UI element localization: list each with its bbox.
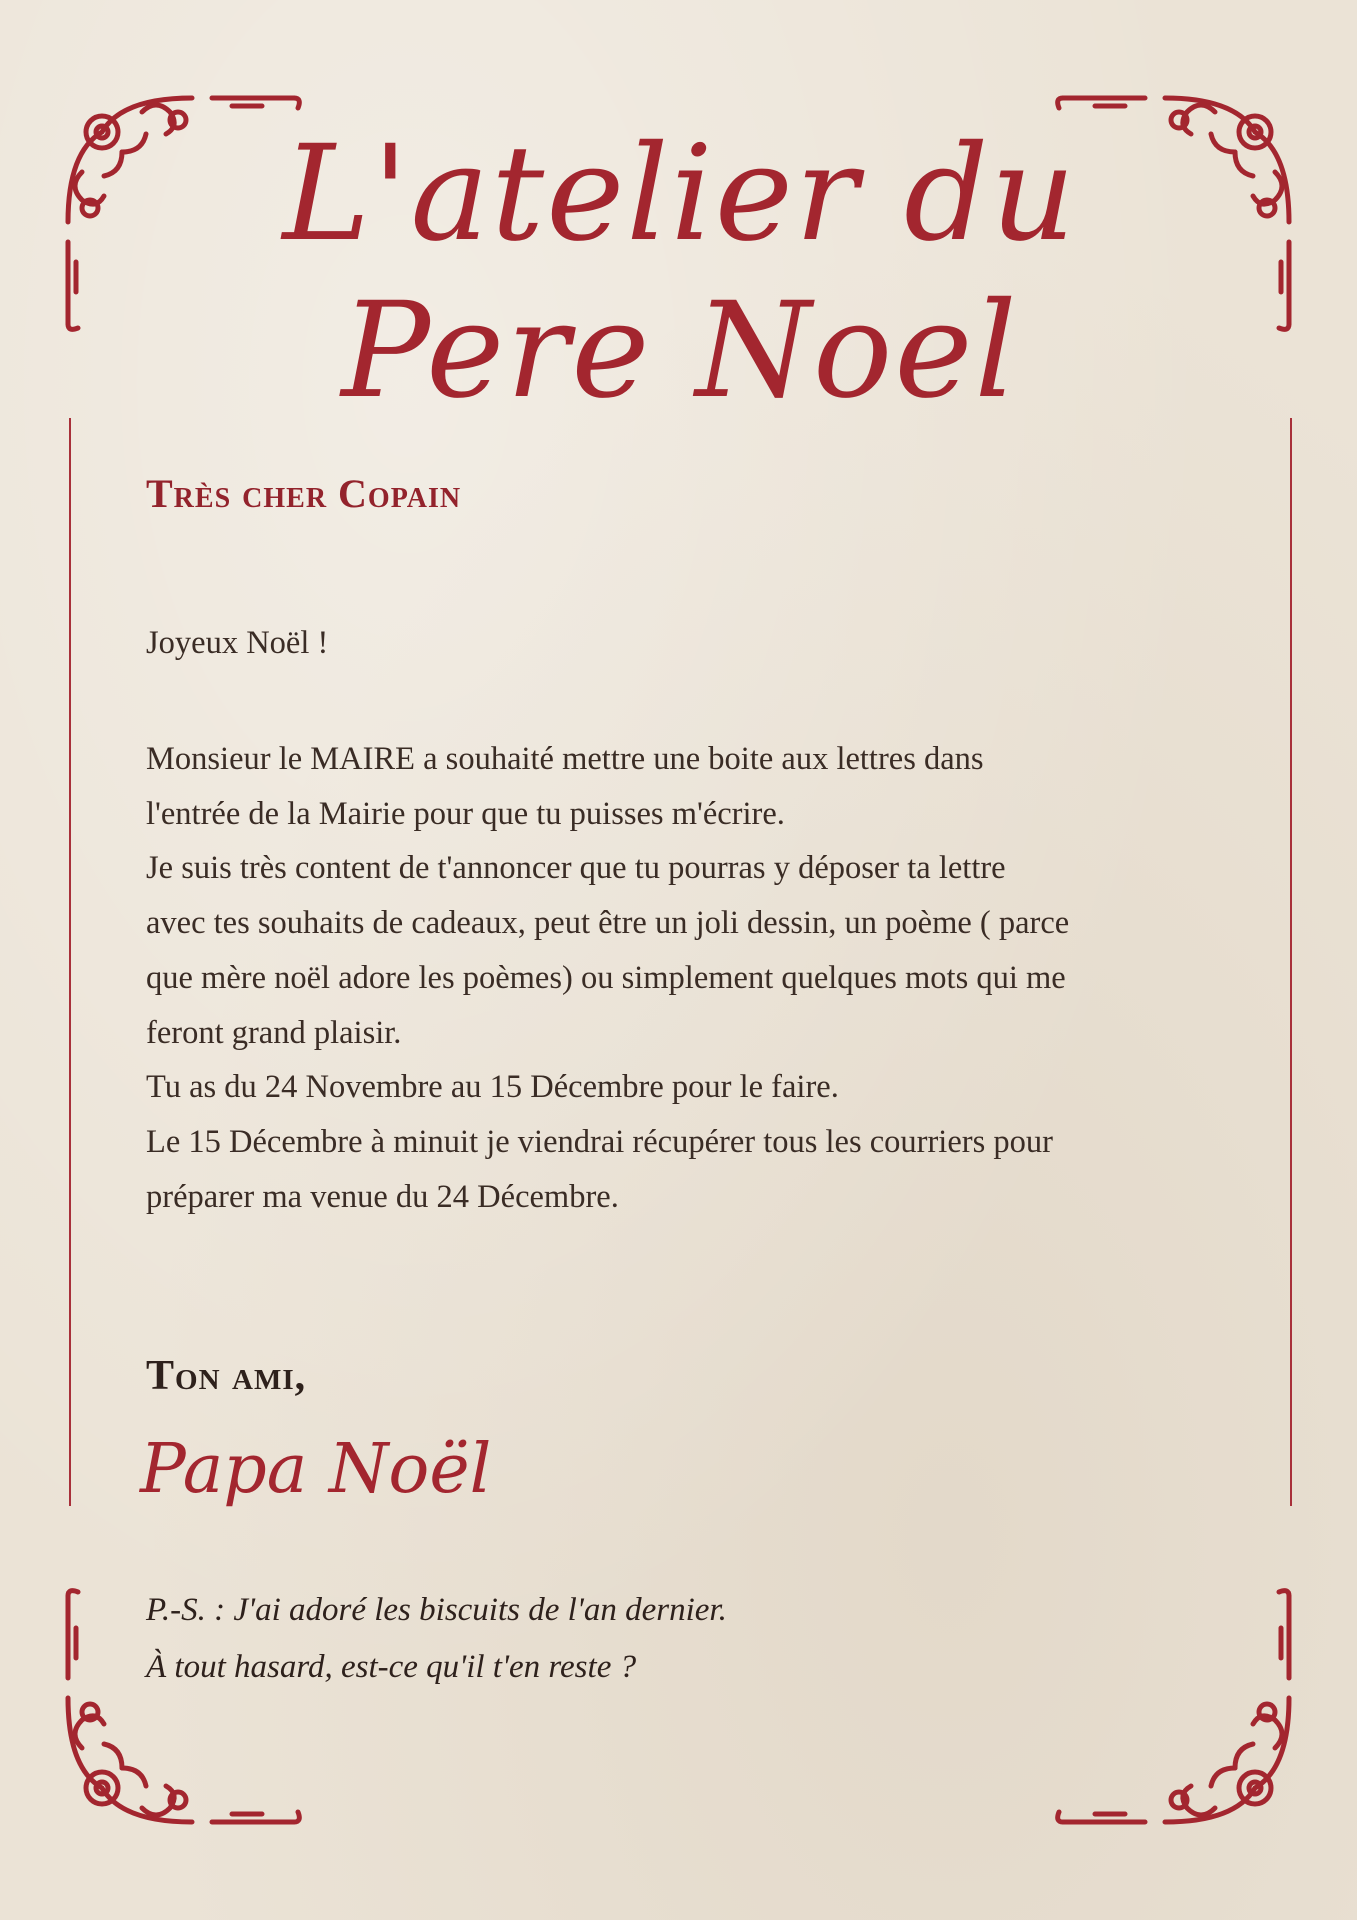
postscript-line-1: P.-S. : J'ai adoré les biscuits de l'an dernier. xyxy=(146,1592,727,1628)
page-title-line-1: L'atelier du xyxy=(282,117,1078,271)
signoff: Ton ami, xyxy=(146,1353,307,1399)
body-line: feront grand plaisir. xyxy=(146,1014,402,1051)
letter-body xyxy=(146,732,1236,1224)
body-line: Monsieur le MAIRE a souhaité mettre une boite aux lettres dans xyxy=(146,741,984,777)
ornament-corner-bottom-right xyxy=(1055,1588,1295,1828)
body-line: Je suis très content de t'annoncer que tu pourras y déposer ta lettre xyxy=(146,850,1006,887)
body-line: préparer ma venue du 24 Décembre. xyxy=(146,1178,619,1215)
postscript-line-2: À tout hasard, est-ce qu'il t'en reste ? xyxy=(146,1649,637,1685)
border-line-right xyxy=(1290,418,1292,1506)
body-line: avec tes souhaits de cadeaux, peut être un joli dessin, un poème ( parce xyxy=(146,905,1070,942)
postscript xyxy=(146,1582,727,1696)
border-line-left xyxy=(69,418,71,1506)
body-line: que mère noël adore les poèmes) ou simplement quelques mots qui me xyxy=(146,959,1066,996)
body-line: Le 15 Décembre à minuit je viendrai récupérer tous les courriers pour xyxy=(146,1123,1053,1160)
intro-line: Joyeux Noël ! xyxy=(146,625,329,661)
body-line: l'entrée de la Mairie pour que tu puisses m'écrire. xyxy=(146,795,785,832)
greeting: Très cher Copain xyxy=(146,471,462,516)
signature: Papa Noël xyxy=(140,1430,492,1509)
body-line: Tu as du 24 Novembre au 15 Décembre pour le faire. xyxy=(146,1069,839,1106)
page-title-line-2: Pere Noel xyxy=(341,274,1019,428)
